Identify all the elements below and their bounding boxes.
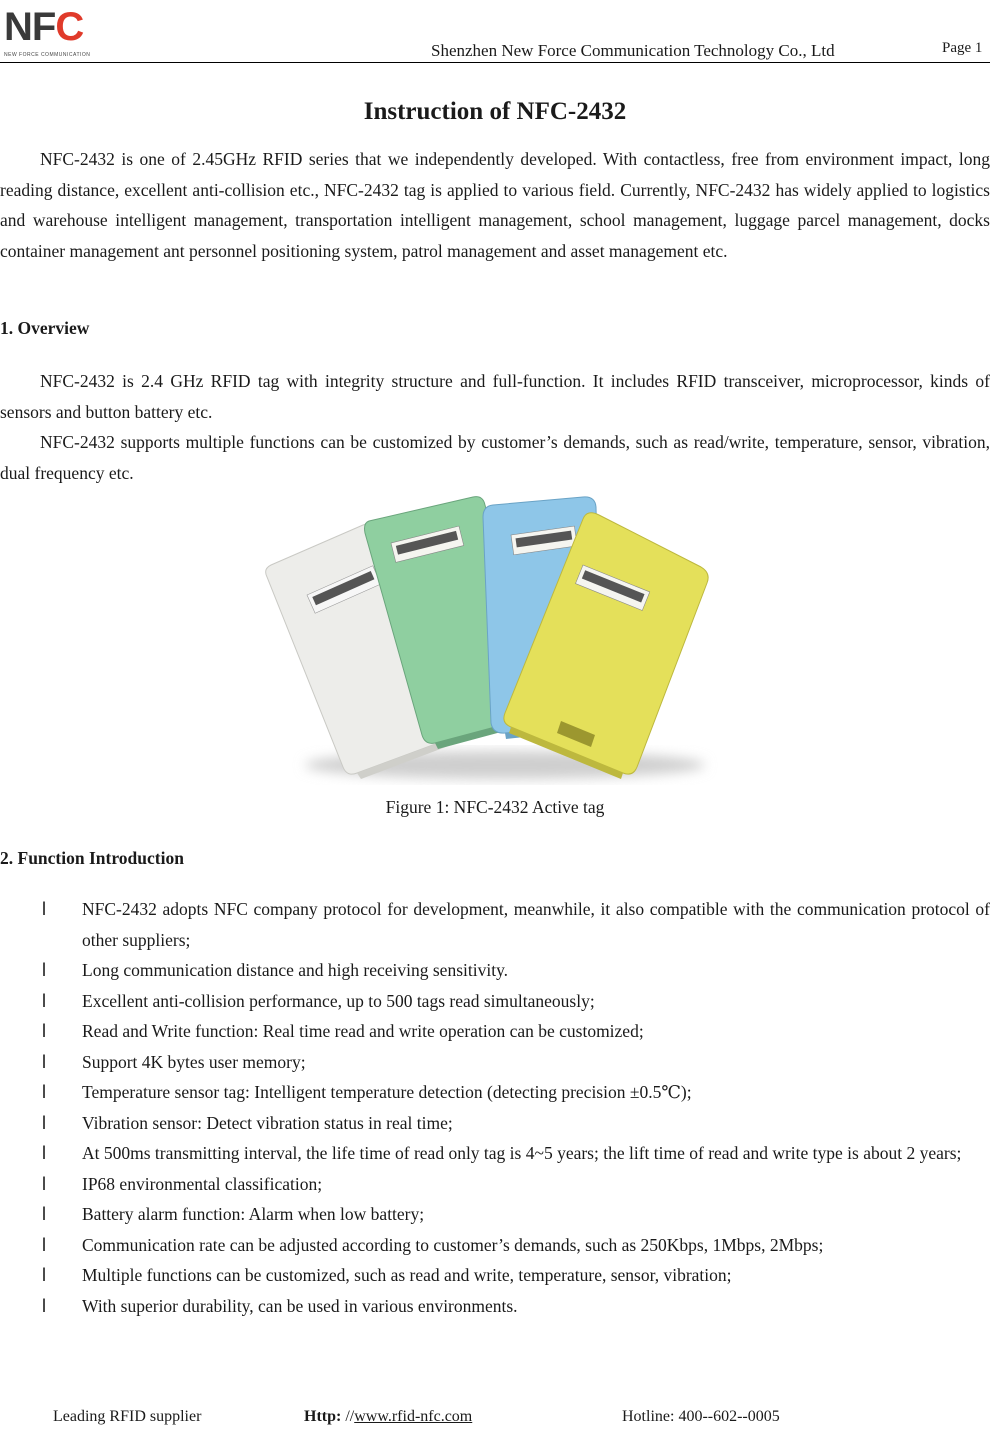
function-item: [0, 1047, 990, 1078]
document-title: Instruction of NFC-2432: [363, 98, 627, 125]
function-item-text: At 500ms transmitting interval, the life time of read only tag is 4~5 years; the lift time of read and write type is about 2 years;: [82, 1143, 962, 1163]
function-item: [0, 894, 990, 955]
page-header: [0, 0, 990, 64]
function-item: [0, 986, 990, 1017]
bullet-marker: l: [42, 1082, 46, 1102]
function-item-text: NFC-2432 adopts NFC company protocol for development, meanwhile, it also compatible with the communication protocol of other suppliers;: [82, 899, 990, 950]
function-item: [0, 1230, 990, 1261]
functions-heading: 2. Function Introduction: [0, 848, 184, 868]
overview-heading: 1. Overview: [0, 318, 90, 338]
company-logo: [4, 2, 114, 62]
overview-paragraph-2: NFC-2432 supports multiple functions can be customized by customer’s demands, such as read/write, temperature, sensor, vibration, dual frequency etc.: [0, 432, 990, 483]
bullet-marker: l: [42, 960, 46, 980]
function-item: [0, 1108, 990, 1139]
footer-tagline: Leading RFID supplier: [53, 1408, 202, 1425]
bullet-marker: l: [42, 1112, 46, 1133]
bullet-marker: l: [42, 1051, 46, 1072]
function-item: [0, 955, 990, 986]
logo-text: NFC: [4, 5, 84, 49]
footer-hotline: Hotline: 400--602--0005: [622, 1408, 780, 1425]
function-list: [0, 894, 990, 1321]
function-item-text: Temperature sensor tag: Intelligent temperature detection (detecting precision ±0.5℃);: [82, 1082, 692, 1102]
footer-url-sep: //: [341, 1408, 355, 1425]
function-item-text: Read and Write function: Real time read and write operation can be customized;: [82, 1021, 644, 1041]
function-item: [0, 1169, 990, 1200]
function-item-text: Vibration sensor: Detect vibration status in real time;: [82, 1112, 453, 1133]
website-link[interactable]: www.rfid-nfc.com: [354, 1408, 473, 1425]
bullet-marker: l: [42, 1173, 46, 1194]
function-item-text: Battery alarm function: Alarm when low battery;: [82, 1204, 425, 1224]
page-number: Page 1: [942, 40, 983, 56]
bullet-marker: l: [42, 1204, 46, 1224]
bullet-marker: l: [42, 1234, 46, 1255]
function-item-text: Support 4K bytes user memory;: [82, 1051, 306, 1072]
bullet-marker: l: [42, 990, 46, 1011]
function-item: [0, 1199, 990, 1230]
header-rule: [0, 62, 990, 63]
function-item-text: Multiple functions can be customized, such as read and write, temperature, sensor, vibration;: [82, 1265, 732, 1285]
function-item: [0, 1138, 990, 1169]
intro-paragraph: NFC-2432 is one of 2.45GHz RFID series that we independently developed. With contactless, free from environment impact, long reading distance, excellent anti-collision etc., NFC-2432 tag is applied to various field. Currently, NFC-2432 has widely applied to logistics and warehouse intelligent management, transportation intelligent management, school management, luggage parcel management, docks container management ant personnel positioning system, patrol management and asset management etc.: [0, 149, 990, 261]
figure-caption: Figure 1: NFC-2432 Active tag: [385, 797, 605, 817]
function-item: [0, 1016, 990, 1047]
function-item-text: Excellent anti-collision performance, up to 500 tags read simultaneously;: [82, 990, 595, 1011]
bullet-marker: l: [42, 1143, 46, 1163]
bullet-marker: l: [42, 899, 46, 919]
function-item-text: IP68 environmental classification;: [82, 1173, 323, 1194]
footer-website: [304, 1408, 472, 1426]
footer-url-prefix: Http:: [304, 1408, 342, 1425]
product-photo: [265, 495, 725, 785]
bullet-marker: l: [42, 1295, 46, 1316]
company-name: Shenzhen New Force Communication Technology Co., Ltd: [431, 41, 835, 60]
logo-subtitle: NEW FORCE COMMUNICATION: [4, 52, 91, 58]
function-item: [0, 1291, 990, 1322]
function-item: [0, 1077, 990, 1108]
function-item-text: Communication rate can be adjusted according to customer’s demands, such as 250Kbps, 1Mbps, 2Mbps;: [82, 1234, 824, 1255]
bullet-marker: l: [42, 1021, 46, 1041]
function-item: [0, 1260, 990, 1291]
function-item-text: With superior durability, can be used in various environments.: [82, 1295, 518, 1316]
overview-paragraph-1: NFC-2432 is 2.4 GHz RFID tag with integrity structure and full-function. It includes RFID transceiver, microprocessor, kinds of sensors and button battery etc.: [0, 371, 990, 422]
bullet-marker: l: [42, 1265, 46, 1285]
function-item-text: Long communication distance and high receiving sensitivity.: [82, 960, 509, 980]
